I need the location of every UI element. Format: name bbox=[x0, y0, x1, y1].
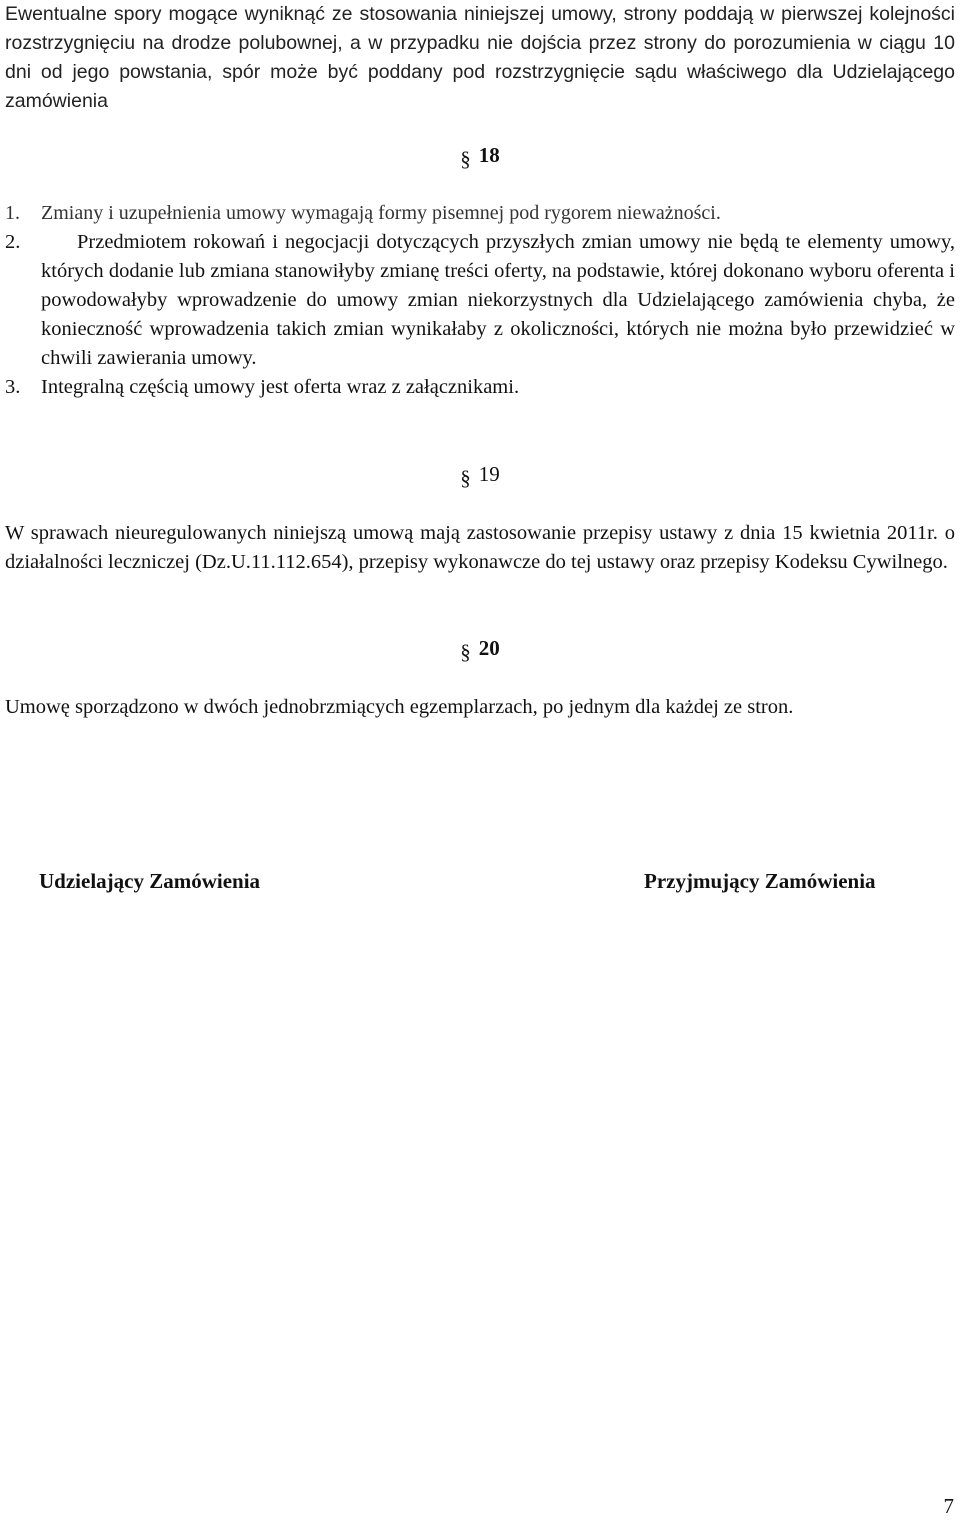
opening-paragraph: Ewentualne spory mogące wyniknąć ze stosowania niniejszej umowy, strony poddają w pierwszej kolejności rozstrzygnięciu na drodze polubownej, a w przypadku nie dojścia przez strony do porozumienia w ciągu 10 dni od jego powstania, spór może być poddany pod rozstrzygnięcie sądu właściwego dla Udzielającego zamówienia bbox=[5, 3, 955, 112]
section-18-number: 18 bbox=[478, 143, 500, 167]
section-sign-19: § bbox=[460, 466, 471, 490]
section-20-heading bbox=[0, 636, 960, 664]
section-18-heading bbox=[0, 143, 960, 171]
page-number: 7 bbox=[943, 1494, 954, 1518]
item-1-number: 1. bbox=[5, 202, 20, 224]
item-1-text: Zmiany i uzupełnienia umowy wymagają formy pisemnej pod rygorem nieważności. bbox=[41, 202, 721, 224]
item-3-number: 3. bbox=[5, 376, 21, 398]
signature-left-label: Udzielający Zamówienia bbox=[39, 869, 261, 893]
item-2-text: Przedmiotem rokowań i negocjacji dotyczących przyszłych zmian umowy nie będą te elementy umowy, których dodanie lub zmiana stanowiłyby zmianę treści oferty, na podstawie, której dokonano wyboru oferenta i powodowałyby wprowadzenie do umowy zmian niekorzystnych dla Udzielającego zamówienia chyba, że konieczność wprowadzenia takich zmian wynikałaby z okoliczności, których nie można było przewidzieć w chwili zawierania umowy. bbox=[41, 231, 955, 369]
section-sign-20: § bbox=[460, 640, 471, 664]
section-18-item-1 bbox=[5, 199, 955, 228]
section-19-paragraph: W sprawach nieuregulowanych niniejszą umową mają zastosowanie przepisy ustawy z dnia 15 kwietnia 2011r. o działalności leczniczej (Dz.U.11.112.654), przepisy wykonawcze do tej ustawy oraz przepisy Kodeksu Cywilnego. bbox=[5, 522, 955, 573]
item-3-text: Integralną częścią umowy jest oferta wraz z załącznikami. bbox=[41, 376, 520, 398]
item-2-number: 2. bbox=[5, 231, 21, 253]
section-18-list bbox=[5, 199, 955, 402]
section-19-heading bbox=[0, 462, 960, 490]
section-18-item-2 bbox=[5, 228, 955, 373]
signature-right-label: Przyjmujący Zamówienia bbox=[644, 869, 876, 893]
section-sign-18: § bbox=[460, 147, 471, 171]
section-20-number: 20 bbox=[478, 636, 500, 660]
section-19-number: 19 bbox=[478, 462, 500, 486]
section-18-item-3 bbox=[5, 373, 955, 402]
section-20-paragraph: Umowę sporządzono w dwóch jednobrzmiących egzemplarzach, po jednym dla każdej ze stron. bbox=[5, 696, 794, 718]
